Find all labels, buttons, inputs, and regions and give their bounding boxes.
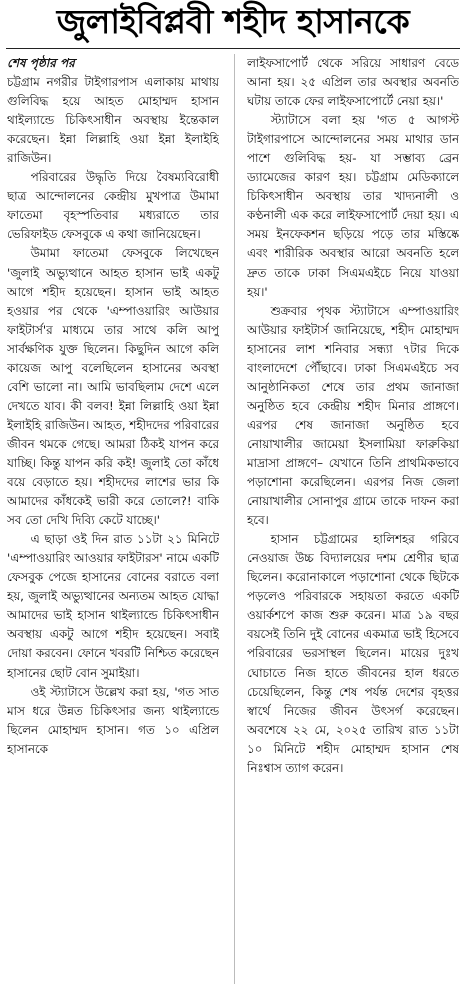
paragraph: ওই স্ট্যাটাসে উল্লেখ করা হয়, 'গত সাত মাস ধরে উন্নত চিকিৎসার জন্য থাইল্যান্ডে ছিলেন মোহাম্মদ হাসান। গত ১০ এপ্রিল হাসানকে — [7, 684, 219, 756]
headline: জুলাইবিপ্লবী শহীদ হাসানকে — [56, 2, 410, 41]
headline-rule — [6, 48, 460, 49]
paragraph: পরিবারের উদ্ধৃতি দিয়ে বৈষম্যবিরোধী ছাত্র আন্দোলনের কেন্দ্রীয় মুখপাত্র উমামা ফাতেমা বৃহস্পতিবার মধ্যরাতে তার ভেরিফাইড ফেসবুকে এ কথা জানিয়েছেন। — [7, 170, 219, 242]
paragraph: লাইফসাপোর্ট থেকে সরিয়ে সাধারণ বেডে আনা হয়। ২৫ এপ্রিল তার অবস্থার অবনতি ঘটায় তাকে ফের লাইফসাপোর্টে নেয়া হয়।' — [247, 56, 459, 109]
paragraph: স্ট্যাটাসে বলা হয় 'গত ৫ আগস্ট টাইগারপাসে আন্দোলনের সময় মাথার ডান পাশে গুলিবিদ্ধ হয়- যা সম্ভাব্য ব্রেন ড্যামেজের কারণ হয়। চট্টগ্রাম মেডিক্যালে চিকিৎসাধীন অবস্থায় তার খাদ্যনালী ও কণ্ঠনালী এক করে লাইফসাপোর্ট দেয়া হয়। এ সময় ইনফেকশন ছড়িয়ে পড়ে তার মস্তিষ্কে এবং শারীরিক অবস্থার আরো অবনতি হলে দ্রুত তাকে ঢাকা সিএমএইচে নিয়ে যাওয়া হয়।' — [247, 113, 459, 299]
paragraph: চট্টগ্রাম নগরীর টাইগারপাস এলাকায় মাথায় গুলিবিদ্ধ হয়ে আহত মোহাম্মদ হাসান থাইল্যান্ডে চিকিৎসাধীন অবস্থায় ইন্তেকাল করেছেন। ইন্না লিল্লাহি ওয়া ইন্না ইলাইহি রাজিউন। — [7, 75, 219, 166]
paragraph: হাসান চট্টগ্রামের হালিশহর গরিবে নেওয়াজ উচ্চ বিদ্যালয়ের দশম শ্রেণীর ছাত্র ছিলেন। করোনাকালে পড়াশোনা থেকে ছিটকে পড়লেও পরিবারকে সহায়তা করতে একটি ওয়ার্কশপে কাজ শুরু করেন। মাত্র ১৯ বছর বয়সেই তিনি দুই বোনের একমাত্র ভাই হিসেবে পরিবারের ভরসাস্থল ছিলেন। মায়ের দুঃখ ঘোচাতে নিজ হাতে জীবনের হাল ধরতে চেয়েছিলেন, কিন্তু শেষ পর্যন্ত দেশের বৃহত্তর স্বার্থে নিজের জীবন উৎসর্গ করেছেন। অবশেষে ২২ মে, ২০২৫ তারিখ রাত ১১টা ১০ মিনিটে শহীদ মোহাম্মদ হাসান শেষ নিঃশ্বাস ত্যাগ করেন। — [247, 532, 459, 775]
paragraph: উমামা ফাতেমা ফেসবুকে লিখেছেন 'জুলাই অভ্যুত্থানে আহত হাসান ভাই একটু আগে শহীদ হয়েছেন। হাসান ভাই আহত হওয়ার পর থেকে 'এম্পাওয়ারিং আউয়ার ফাইটার্স'র মাধ্যমে তার সাথে কলি আপু সার্বক্ষণিক যুক্ত ছিলেন। কিছুদিন আগে কলি কায়েজ আপু বলেছিলেন হাসানের অবস্থা বেশি ভালো না। আমি ভাবছিলাম দেশে এলে দেখতে যাব। কী বলব! ইন্না লিল্লাহি ওয়া ইন্না ইলাইহি রাজিউন। আহত, শহীদদের পরিবারের জীবন থমকে গেছে। আমরা ঠিকই যাপন করে যাচ্ছি। কিন্তু যাপন করি কই! জুলাই তো কাঁধে বয়ে বেড়াতে হয়। শহীদদের লাশের ভার কি আমাদের কাঁধকেই ভারী করে তোলে?! বাকি সব তো দেখি দিব্যি কেটে যাচ্ছে।' — [7, 246, 219, 528]
paragraph: শুক্রবার পৃথক স্ট্যাটাসে এম্পাওয়ারিং আউয়ার ফাইটার্স জানিয়েছে, শহীদ মোহাম্মদ হাসানের লাশ শনিবার সন্ধ্যা ৭টার দিকে বাংলাদেশে পৌঁছাবে। ঢাকা সিএমএইচে সব আনুষ্ঠানিকতা শেষে তার প্রথম জানাজা অনুষ্ঠিত হবে কেন্দ্রীয় শহীদ মিনার প্রাঙ্গণে। এরপর শেষ জানাজা অনুষ্ঠিত হবে নোয়াখালীর জামেয়া ইসলামিয়া ফারুকিয়া মাদ্রাসা প্রাঙ্গণে– যেখানে তিনি প্রাথমিকভাবে পড়াশোনা করেছিলেন। এরপর নিজ জেলা নোয়াখালীর সোনাপুর গ্রামে তাকে দাফন করা হবে। — [247, 303, 459, 528]
right-column — [247, 54, 459, 988]
paragraph: এ ছাড়া ওই দিন রাত ১১টা ২১ মিনিটে 'এম্পাওয়ারিং আওয়ার ফাইটারস' নামে একটি ফেসবুক পেজে হাসানের বোনের বরাতে বলা হয়, জুলাই অভ্যুত্থানের অন্যতম আহত যোদ্ধা আমাদের ভাই হাসান থাইল্যান্ডে চিকিৎসাধীন অবস্থায় একটু আগে শহীদ হয়েছেন। সবাই দোয়া করবেন। ফোনে খবরটি নিশ্চিত করেছেন হাসানের ছোট বোন সুমাইয়া। — [7, 532, 219, 680]
column-divider — [234, 54, 235, 984]
left-column — [7, 54, 219, 988]
continued-label: শেষ পৃষ্ঠার পর — [7, 56, 75, 70]
